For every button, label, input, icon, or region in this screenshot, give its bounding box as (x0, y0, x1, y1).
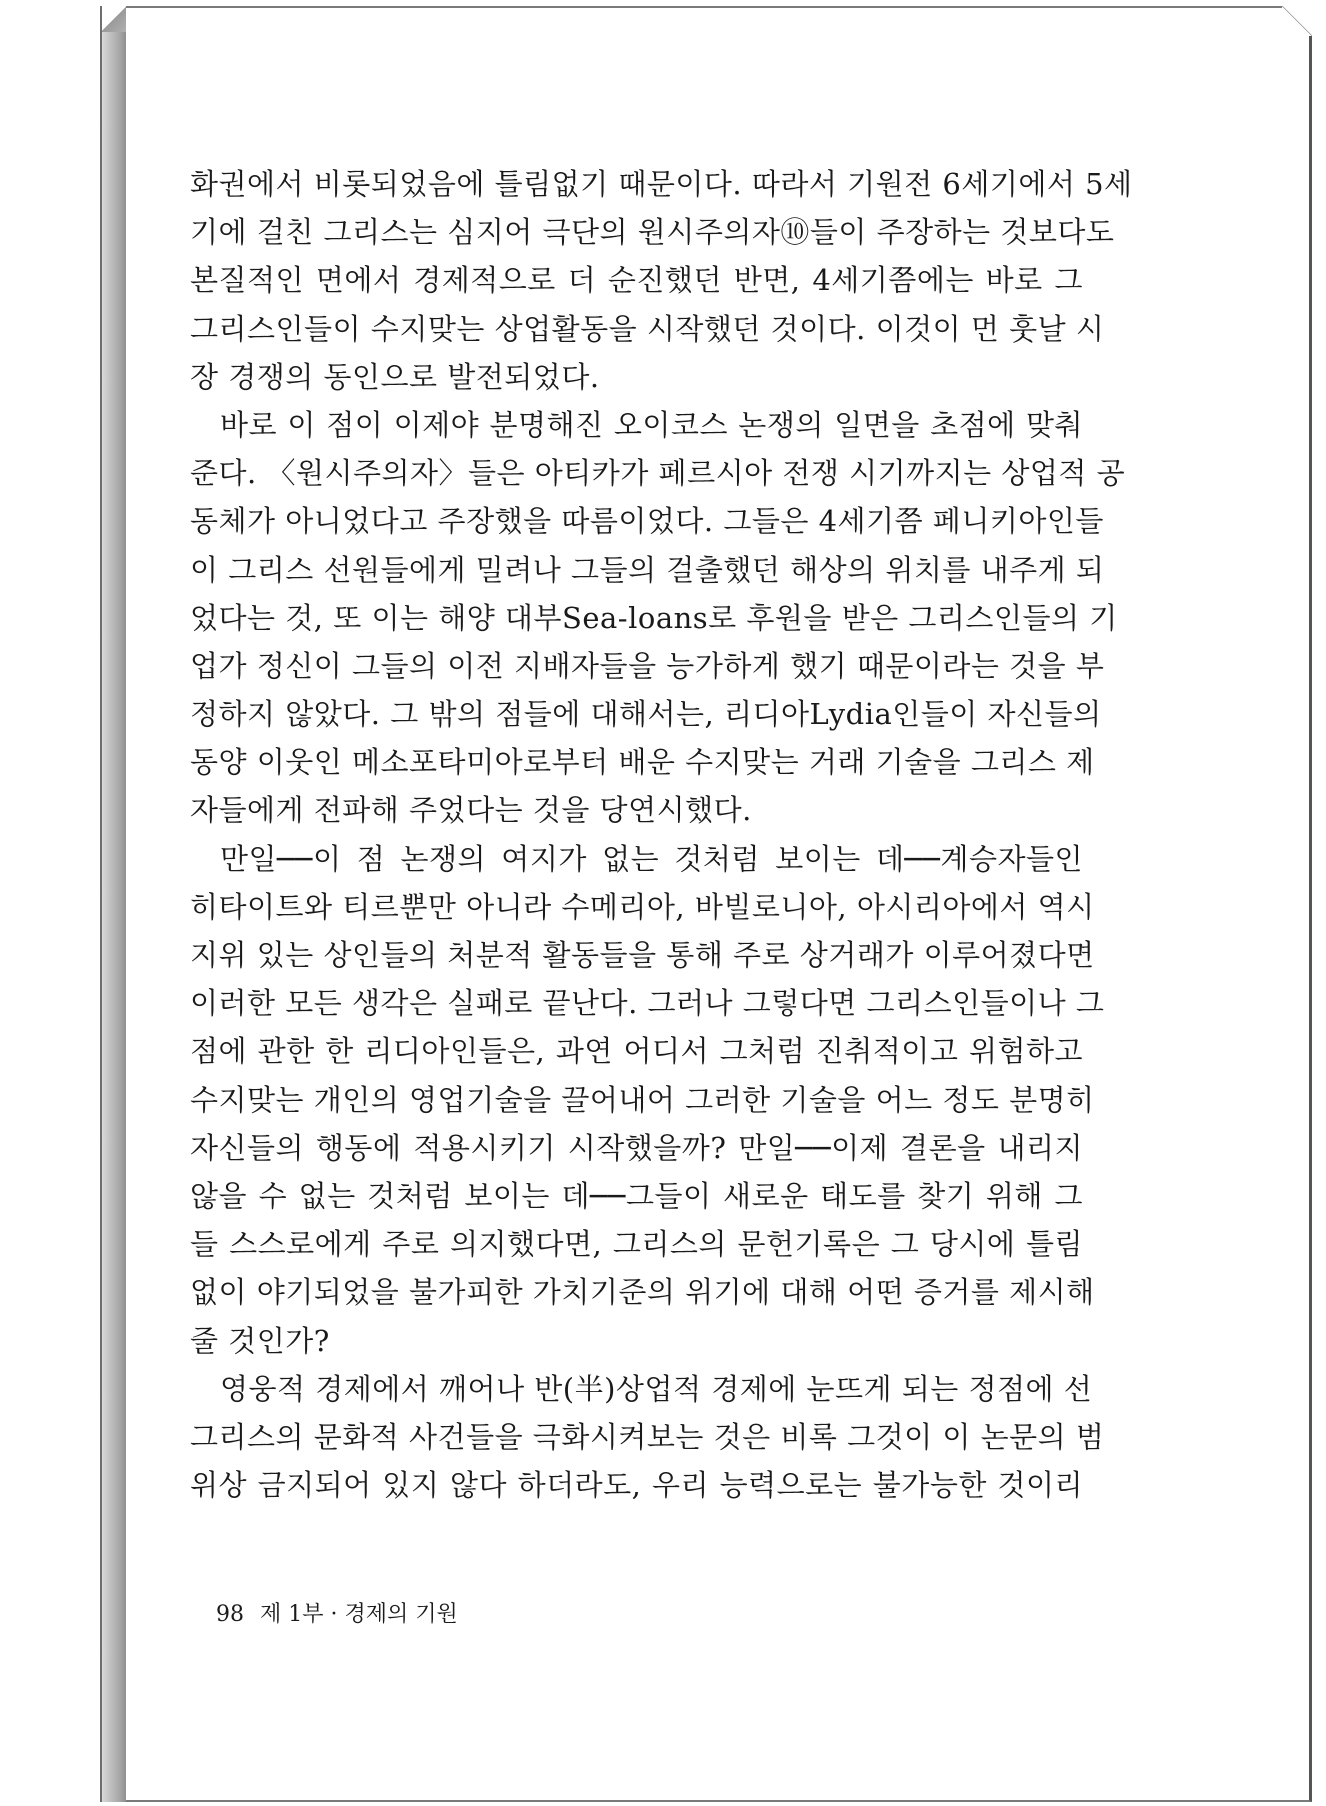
text-line: 점에 관한 한 리디아인들은, 과연 어디서 그처럼 진취적이고 위험하고 (190, 1034, 1083, 1069)
text-line: 들 스스로에게 주로 의지했다면, 그리스의 문헌기록은 그 당시에 틀림 (190, 1227, 1083, 1262)
paragraph (190, 835, 1105, 1365)
text-line: 바로 이 점이 이제야 분명해진 오이코스 논쟁의 일면을 초점에 맞춰 (220, 407, 1083, 442)
text-line: 수지맞는 개인의 영업기술을 끌어내어 그러한 기술을 어느 정도 분명히 (190, 1082, 1095, 1117)
text-line: 그리스인들이 수지맞는 상업활동을 시작했던 것이다. 이것이 먼 훗날 시 (190, 311, 1105, 346)
text-line: 않을 수 없는 것처럼 보이는 데──그들이 새로운 태도를 찾기 위해 그 (190, 1178, 1083, 1213)
running-title: 제 1부 · 경제의 기원 (260, 1602, 458, 1627)
page-number: 98 (216, 1602, 244, 1627)
text-line: 기에 걸친 그리스는 심지어 극단의 원시주의자⑩들이 주장하는 것보다도 (190, 215, 1115, 250)
text-line: 히타이트와 티르뿐만 아니라 수메리아, 바빌로니아, 아시리아에서 역시 (190, 889, 1095, 924)
text-line: 동체가 아니었다고 주장했을 따름이었다. 그들은 4세기쯤 페니키아인들 (190, 504, 1104, 539)
text-line: 영웅적 경제에서 깨어나 반(半)상업적 경제에 눈뜨게 되는 정점에 선 (220, 1371, 1093, 1406)
text-line: 자들에게 전파해 주었다는 것을 당연시했다. (190, 793, 752, 828)
text-line: 동양 이웃인 메소포타미아로부터 배운 수지맞는 거래 기술을 그리스 제 (190, 745, 1095, 780)
text-line: 었다는 것, 또 이는 해양 대부Sea-loans로 후원을 받은 그리스인들의 기 (190, 600, 1118, 635)
text-line: 이 그리스 선원들에게 밀려나 그들의 걸출했던 해상의 위치를 내주게 되 (190, 552, 1105, 587)
text-line: 없이 야기되었을 불가피한 가치기준의 위기에 대해 어떤 증거를 제시해 (190, 1275, 1095, 1310)
text-line: 지위 있는 상인들의 처분적 활동들을 통해 주로 상거래가 이루어졌다면 (190, 938, 1095, 972)
text-line: 장 경쟁의 동인으로 발전되었다. (190, 359, 600, 394)
book-edge (100, 6, 126, 1802)
text-line: 위상 금지되어 있지 않다 하더라도, 우리 능력으로는 불가능한 것이리 (190, 1468, 1083, 1503)
text-line: 그리스의 문화적 사건들을 극화시켜보는 것은 비록 그것이 이 논문의 범 (190, 1419, 1105, 1454)
text-line: 준다. 〈원시주의자〉들은 아티카가 페르시아 전쟁 시기까지는 상업적 공 (190, 456, 1126, 491)
text-line: 화권에서 비롯되었음에 틀림없기 때문이다. 따라서 기원전 6세기에서 5세 (190, 167, 1133, 201)
text-line: 정하지 않았다. 그 밖의 점들에 대해서는, 리디아Lydia인들이 자신들의 (190, 697, 1102, 732)
paragraph (190, 160, 1133, 401)
text-line: 줄 것인가? (190, 1323, 330, 1358)
paragraph (190, 401, 1126, 835)
body-text (190, 160, 1133, 1509)
page-footer (216, 1600, 458, 1630)
text-line: 이러한 모든 생각은 실패로 끝난다. 그러나 그렇다면 그리스인들이나 그 (190, 986, 1105, 1021)
paragraph (190, 1365, 1105, 1510)
text-line: 만일──이 점 논쟁의 여지가 없는 것처럼 보이는 데──계승자들인 (220, 841, 1083, 876)
text-line: 자신들의 행동에 적용시키기 시작했을까? 만일──이제 결론을 내리지 (190, 1130, 1083, 1165)
text-line: 업가 정신이 그들의 이전 지배자들을 능가하게 했기 때문이라는 것을 부 (190, 648, 1105, 683)
text-line: 본질적인 면에서 경제적으로 더 순진했던 반면, 4세기쯤에는 바로 그 (190, 263, 1083, 298)
